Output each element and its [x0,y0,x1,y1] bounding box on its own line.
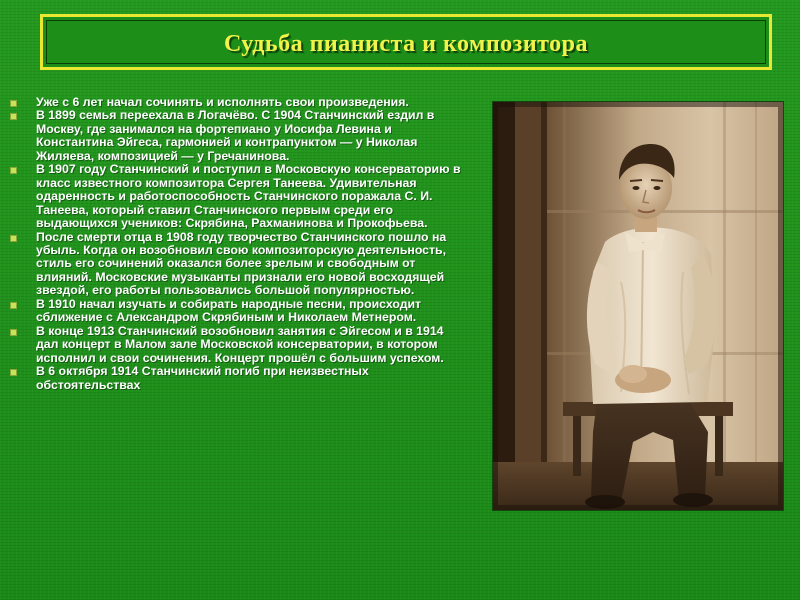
bullet-text: В 1910 начал изучать и собирать народные песни, происходит сближение с Александром Скрябиным и Николаем Метнером. [36,296,422,325]
bullet-item [8,365,463,392]
bullet-text: После смерти отца в 1908 году творчество Станчинского пошло на убыль. Когда он возобновил свою композиторскую деятельность, стиль его сочинений оказался более зрелым и свободным от влияний. Московские музыканты признали его новой восходящей звездой, его работы пользовались большой популярностью. [36,229,447,298]
bullet-square-icon [10,100,17,107]
bullet-square-icon [10,369,17,376]
bullet-text: Уже с 6 лет начал сочинять и исполнять свои произведения. [36,95,409,109]
slide-title: Судьба пианиста и композитора [224,31,588,57]
bullet-text: В 6 октября 1914 Станчинский погиб при неизвестных обстоятельствах [36,364,369,392]
bullet-item [8,96,463,109]
portrait-photo [493,102,783,510]
bullet-square-icon [10,302,17,309]
bullet-text: В 1899 семья переехала в Логачёво. С 1904 Станчинский ездил в Москву, где занимался на фортепиано у Иосифа Левина и Константина Эйгеса, гармонией и контрапунктом — у Николая Жиляева, композицией — у Гречанинова. [36,108,435,163]
bullet-item [8,109,463,163]
bullet-item [8,231,463,298]
bullet-item [8,298,463,325]
bullet-item [8,325,463,365]
bullet-text: В 1907 году Станчинский и поступил в Московскую консерваторию в класс известного композитора Сергея Танеева. Удивительная одаренность и работоспособность Станчинского поражала С. И. Танеева, который ставил Станчинского первым среди его выдающихся учеников: Скрябина, Рахманинова и Прокофьева. [36,162,461,231]
bullet-square-icon [10,329,17,336]
bullet-square-icon [10,167,17,174]
bullet-item [8,163,463,230]
bullet-square-icon [10,235,17,242]
title-box [40,14,772,70]
bullet-list [8,96,463,392]
sepia-portrait-photo-icon [493,102,783,510]
bullet-square-icon [10,113,17,120]
bullet-text: В конце 1913 Станчинский возобновил занятия с Эйгесом и в 1914 дал концерт в Малом зале Московской консерватории, в котором исполнил и свои сочинения. Концерт прошёл с большим успехом. [36,323,444,365]
